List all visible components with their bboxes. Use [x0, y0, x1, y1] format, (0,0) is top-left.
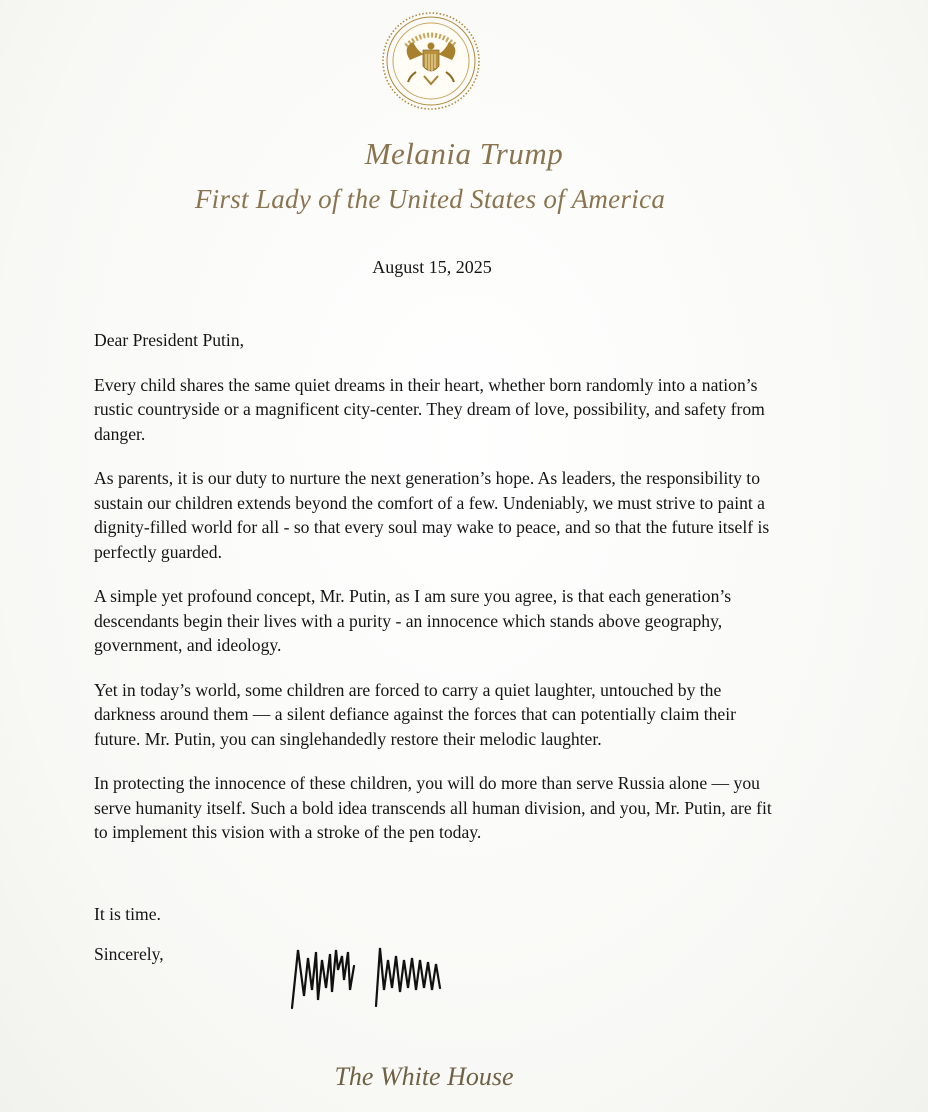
letterhead-name: Melania Trump	[364, 136, 564, 171]
closing-line: It is time.	[94, 904, 161, 924]
letter-date: August 15, 2025	[372, 257, 492, 277]
letter-body	[94, 328, 774, 857]
presidential-seal-icon	[380, 10, 482, 112]
letterhead-title: First Lady of the United States of America	[194, 184, 666, 214]
salutation: Dear President Putin,	[94, 330, 245, 350]
footer-white-house: The White House	[334, 1062, 514, 1091]
paragraph: Yet in today’s world, some children are forced to carry a quiet laughter, untouched by the darkness around them — a silent defiance against the forces that can potentially claim their future. Mr. Putin, you can singlehandedly restore their melodic laughter.	[94, 679, 736, 749]
signature-icon	[284, 930, 454, 1015]
paragraph: Every child shares the same quiet dreams in their heart, whether born randomly into a nation’s rustic countryside or a magnificent city-center. They dream of love, possibility, and safety from danger.	[94, 374, 765, 444]
paragraph: In protecting the innocence of these children, you will do more than serve Russia alone — you serve humanity itself. Such a bold idea transcends all human division, and you, Mr. Putin, are fit to implement this vision with a stroke of the pen today.	[94, 773, 772, 842]
paragraph: A simple yet profound concept, Mr. Putin, as I am sure you agree, is that each generation’s descendants begin their lives with a purity - an innocence which stands above geography, government, and ideology.	[94, 586, 732, 655]
valediction: Sincerely,	[94, 944, 164, 964]
paragraph: As parents, it is our duty to nurture the next generation’s hope. As leaders, the responsibility to sustain our children extends beyond the comfort of a few. Undeniably, we must strive to paint a dignity-filled world for all - so that every soul may wake to peace, and so that the future itself is perfectly guarded.	[94, 468, 770, 562]
